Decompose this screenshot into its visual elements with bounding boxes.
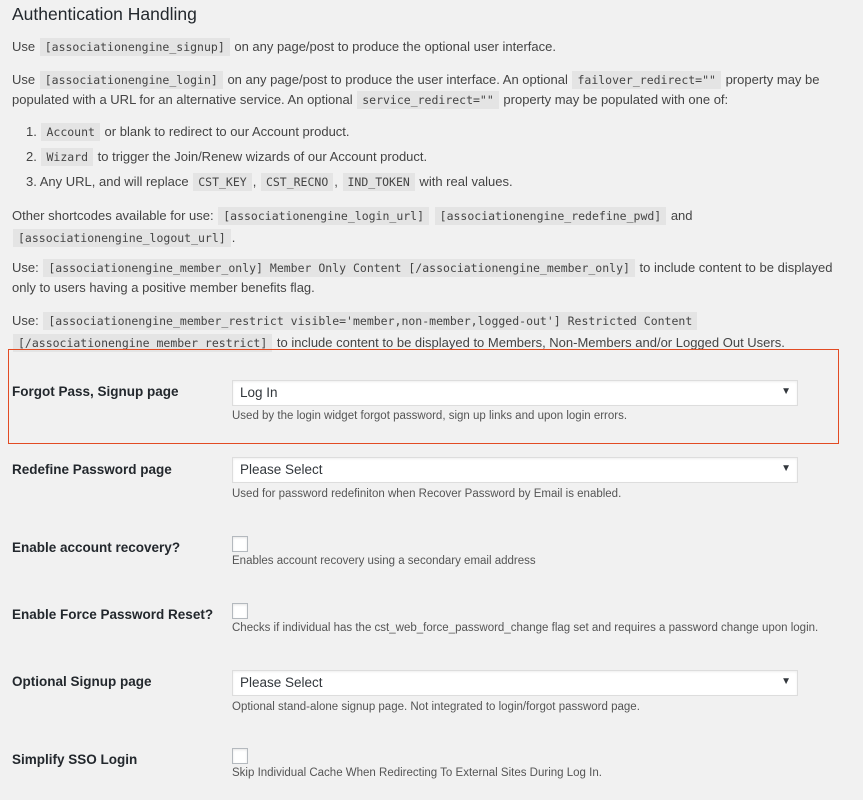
signup-shortcode-text: Use [associationengine_signup] on any page/post to produce the optional user interface. <box>12 39 556 54</box>
forgot-pass-select[interactable]: Log In ▼ <box>232 380 798 406</box>
login-shortcode: [associationengine_login] <box>40 71 223 89</box>
section-title: Authentication Handling <box>12 4 197 24</box>
redefine-password-select[interactable]: Please Select ▼ <box>232 457 798 483</box>
member-only-text: Use: [associationengine_member_only] Member Only Content [/associationengine_member_only] to include content to be displayed only to users having a positive member benefits flag. <box>12 260 833 295</box>
service-redirect-code: service_redirect="" <box>357 91 499 109</box>
redefine-password-description: Used for password redefiniton when Recover Password by Email is enabled. <box>232 488 622 500</box>
list-item: 3. Any URL, and will replace CST_KEY , CST_RECNO , IND_TOKEN with real values. <box>26 174 513 189</box>
list-item: 2. Wizard to trigger the Join/Renew wizards of our Account product. <box>26 149 428 164</box>
optional-signup-label: Optional Signup page <box>12 674 152 689</box>
login-shortcode-text: Use [associationengine_login] on any page/post to produce the user interface. An optional failover_redirect="" property may be populated with a URL for an alternative service. An optional service_redirect="" property may be populated with one of: <box>12 72 820 107</box>
simplify-sso-description: Skip Individual Cache When Redirecting To External Sites During Log In. <box>232 767 602 779</box>
other-shortcodes-text: Other shortcodes available for use: [associationengine_login_url] [associationengine_redefine_pwd] and [associationengine_logout_url] . <box>12 208 693 245</box>
failover-redirect-code: failover_redirect="" <box>572 71 720 89</box>
simplify-sso-checkbox[interactable] <box>232 748 248 764</box>
redirect-options-list <box>26 122 846 197</box>
chevron-down-icon: ▼ <box>781 386 791 397</box>
forgot-pass-label: Forgot Pass, Signup page <box>12 384 179 399</box>
signup-shortcode: [associationengine_signup] <box>40 38 230 56</box>
forgot-pass-description: Used by the login widget forgot password, sign up links and upon login errors. <box>232 410 628 422</box>
account-recovery-description: Enables account recovery using a secondary email address <box>232 555 536 567</box>
highlight-box <box>8 349 839 444</box>
chevron-down-icon: ▼ <box>781 463 791 474</box>
force-reset-checkbox[interactable] <box>232 603 248 619</box>
redefine-password-label: Redefine Password page <box>12 462 172 477</box>
settings-panel <box>12 0 857 779</box>
list-item: 1. Account or blank to redirect to our Account product. <box>26 124 350 139</box>
force-reset-description: Checks if individual has the cst_web_force_password_change flag set and requires a password change upon login. <box>232 622 819 634</box>
account-recovery-label: Enable account recovery? <box>12 540 181 555</box>
optional-signup-description: Optional stand-alone signup page. Not integrated to login/forgot password page. <box>232 701 640 713</box>
member-restrict-text: Use: [associationengine_member_restrict visible='member,non-member,logged-out'] Restricted Content [/associationengine_member_restrict] to include content to be displayed to Members, Non-Members and/or Logged Out Users. <box>12 313 785 350</box>
force-reset-label: Enable Force Password Reset? <box>12 607 214 622</box>
account-recovery-checkbox[interactable] <box>232 536 248 552</box>
chevron-down-icon: ▼ <box>781 676 791 687</box>
optional-signup-select[interactable]: Please Select ▼ <box>232 670 798 696</box>
simplify-sso-label: Simplify SSO Login <box>12 752 138 767</box>
